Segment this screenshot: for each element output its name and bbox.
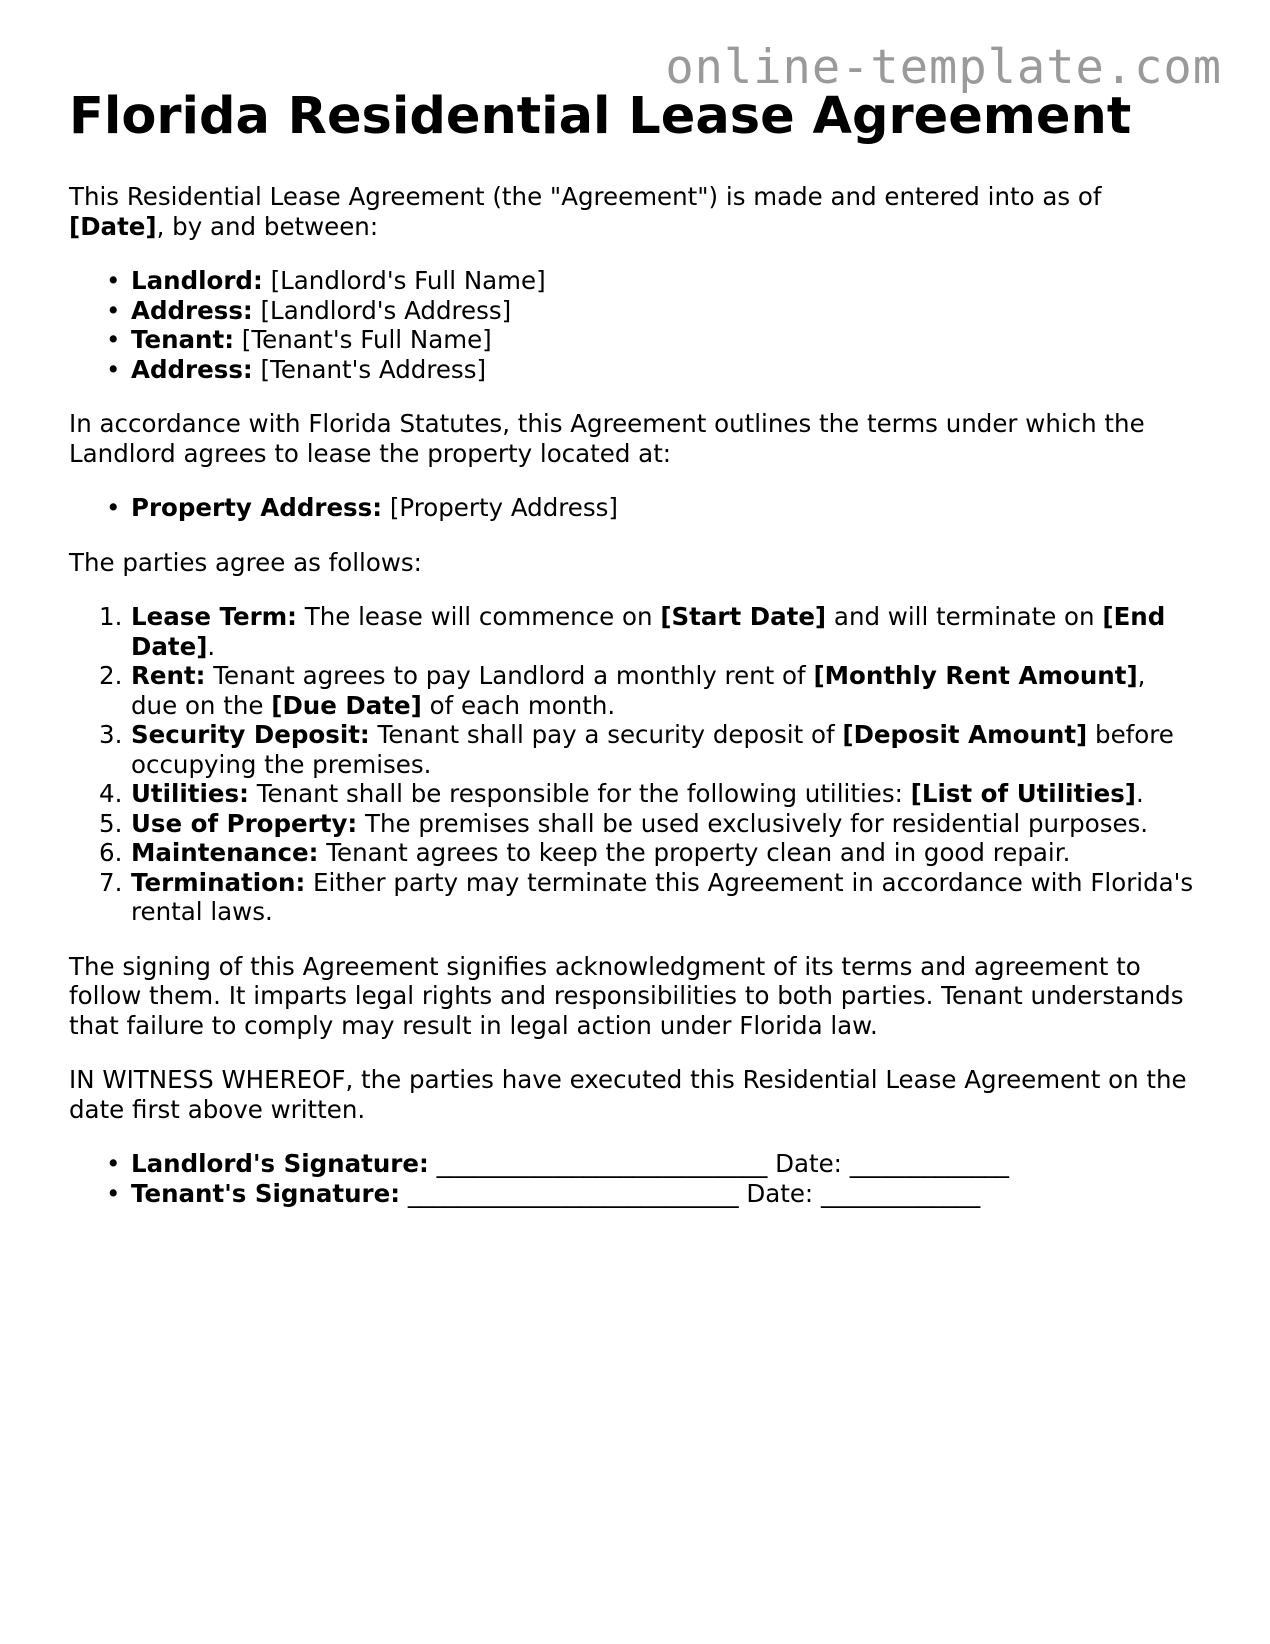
bullet-icon: • <box>106 1149 121 1178</box>
term-placeholder: [Due Date] <box>271 690 422 720</box>
intro-tail: , by and between: <box>156 211 379 241</box>
intro-text: This Residential Lease Agreement (the "Agreement") is made and entered into as of <box>69 182 1102 211</box>
term-placeholder: [End Date] <box>131 602 1166 661</box>
watermark: online-template.com <box>665 40 1222 95</box>
parties-list <box>69 266 1199 384</box>
term-placeholder: [List of Utilities] <box>910 779 1136 808</box>
term-number: 4. <box>99 779 123 808</box>
term-number: 6. <box>99 838 123 867</box>
term-label: Lease Term: <box>131 602 297 631</box>
signature-date: Date: _____________ <box>746 1178 981 1208</box>
list-item <box>106 295 1199 326</box>
term-label: Maintenance: <box>131 838 319 867</box>
term-text: . <box>1136 779 1144 808</box>
bullet-icon: • <box>106 354 121 384</box>
term-text: Tenant shall be responsible for the following utilities: <box>248 779 911 808</box>
term-text: of each month. <box>421 690 616 720</box>
signing-paragraph: The signing of this Agreement signifies acknowledgment of its terms and agreement to follow them. It imparts legal rights and responsibilities to both parties. Tenant understands that failure to comply may result in legal action under Florida law. <box>69 951 1184 1040</box>
term-label: Security Deposit: <box>131 720 370 749</box>
term-number: 2. <box>99 661 123 690</box>
term-label: Use of Property: <box>131 808 358 838</box>
witness-paragraph: IN WITNESS WHEREOF, the parties have executed this Residential Lease Agreement on the date first above written. <box>69 1065 1187 1124</box>
document-title: Florida Residential Lease Agreement <box>69 87 1132 146</box>
signature-date: Date: _____________ <box>775 1149 1009 1178</box>
party-label: Landlord: <box>131 266 263 295</box>
date-placeholder: [Date] <box>69 211 157 241</box>
bullet-icon: • <box>106 325 121 354</box>
term-text: The lease will commence on <box>296 602 661 631</box>
term-text: The premises shall be used exclusively for residential purposes. <box>357 808 1149 838</box>
term-text: , due on the <box>131 661 1146 720</box>
term-text: Tenant agrees to pay Landlord a monthly rent of <box>205 661 814 690</box>
signature-line: ___________________________ <box>400 1178 747 1208</box>
term-item <box>99 838 1199 868</box>
signature-label: Tenant's Signature: <box>131 1178 401 1208</box>
bullet-icon: • <box>106 295 121 325</box>
term-number: 1. <box>99 602 123 631</box>
signature-item <box>106 1178 1199 1209</box>
term-number: 7. <box>99 867 123 897</box>
term-text: Tenant shall pay a security deposit of <box>369 720 843 749</box>
party-value: [Landlord's Address] <box>252 295 512 325</box>
list-item <box>106 354 1199 385</box>
term-number: 3. <box>99 720 123 749</box>
term-text: Either party may terminate this Agreement in accordance with Florida's rental laws. <box>131 867 1194 926</box>
list-item <box>106 493 1199 523</box>
bullet-icon: • <box>106 1178 121 1208</box>
term-text: and will terminate on <box>826 602 1103 631</box>
term-label: Rent: <box>131 661 206 690</box>
bullet-icon: • <box>106 493 121 522</box>
term-item <box>99 720 1199 779</box>
signature-line: ___________________________ <box>428 1149 776 1178</box>
party-value: [Tenant's Address] <box>252 354 487 384</box>
bullet-icon: • <box>106 266 121 295</box>
term-label: Termination: <box>131 867 306 897</box>
intro-paragraph <box>69 182 1199 241</box>
signature-label: Landlord's Signature: <box>131 1149 429 1178</box>
statutes-paragraph: In accordance with Florida Statutes, this Agreement outlines the terms under which the Landlord agrees to lease the property located at: <box>69 409 1145 468</box>
list-item <box>106 266 1199 296</box>
term-text: Tenant agrees to keep the property clean and in good repair. <box>318 838 1071 867</box>
term-placeholder: [Start Date] <box>660 602 827 631</box>
term-item <box>99 867 1199 927</box>
property-value: [Property Address] <box>382 493 618 522</box>
term-item <box>99 808 1199 839</box>
term-label: Utilities: <box>131 779 249 808</box>
list-item <box>106 325 1199 355</box>
term-item <box>99 779 1199 809</box>
term-number: 5. <box>99 808 123 838</box>
terms-list <box>69 602 1199 927</box>
agree-paragraph: The parties agree as follows: <box>69 547 422 577</box>
property-label: Property Address: <box>131 493 383 522</box>
signature-item <box>106 1149 1199 1179</box>
term-text: before occupying the premises. <box>131 720 1174 779</box>
party-label: Address: <box>131 354 253 384</box>
party-label: Address: <box>131 295 253 325</box>
party-value: [Tenant's Full Name] <box>234 325 492 354</box>
term-placeholder: [Monthly Rent Amount] <box>813 661 1138 690</box>
term-item <box>99 661 1199 720</box>
signature-list <box>69 1149 1199 1208</box>
document-page <box>69 82 1199 1208</box>
term-placeholder: [Deposit Amount] <box>842 720 1088 749</box>
term-text: . <box>207 631 216 661</box>
term-item <box>99 602 1199 661</box>
party-value: [Landlord's Full Name] <box>262 266 546 295</box>
property-list <box>69 493 1199 523</box>
party-label: Tenant: <box>131 325 235 354</box>
